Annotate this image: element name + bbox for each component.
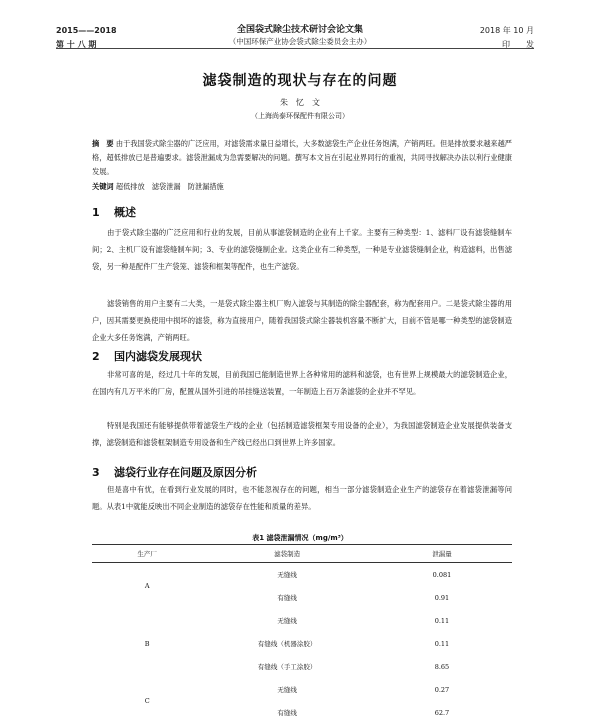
paper-affiliation: （上海尚泰环保配件有限公司） — [251, 112, 349, 120]
section-title: 概述 — [114, 206, 136, 219]
section-2-paragraph-2: 特别是我国还有能够提供带着滤袋生产线的企业（包括制造滤袋框架专用设备的企业），为我国滤袋制造企业发展提供装备支撑，滤袋制造和滤袋框架制造专用设备和生产线已经出口到世界上许多国家。 — [92, 421, 512, 447]
header-maker: 生产厂 — [92, 545, 202, 563]
section-title: 国内滤袋发展现状 — [114, 350, 202, 363]
section-heading-3 — [92, 464, 257, 480]
proceedings-organizer: （中国环保产业协会袋式除尘委员会主办） — [228, 37, 372, 46]
section-heading-1 — [92, 204, 136, 220]
leakage-table — [92, 544, 512, 724]
table-header-row — [92, 545, 512, 563]
section-1-paragraph-2: 滤袋销售的用户主要有二大类，一是袋式除尘器主机厂购入滤袋与其制造的除尘器配套，称为配套用户。二是袋式除尘器的用户，因其需要更换使用中损坏的滤袋，称为直接用户，随着我国袋式除尘器装机容量不断扩大，目前不管是哪一种类型的滤袋制造企业大多任务饱满，产销两旺。 — [92, 299, 512, 342]
table-row — [92, 563, 512, 587]
maker-cell: C — [144, 697, 150, 705]
method-cell: 无缝线 — [277, 571, 297, 579]
abstract-label: 摘 要 — [92, 139, 114, 148]
leakage-cell: 0.081 — [432, 570, 452, 579]
header-leakage: 泄漏量 — [372, 545, 512, 563]
leakage-cell: 62.7 — [434, 708, 450, 717]
section-number: 3 — [92, 466, 100, 479]
paper-title: 滤袋制造的现状与存在的问题 — [202, 73, 398, 89]
method-cell: 有缝线（机器涂胶） — [257, 640, 317, 648]
method-cell: 有缝线 — [277, 594, 297, 602]
section-number: 1 — [92, 206, 100, 219]
running-header — [0, 0, 600, 48]
header-date: 2018 年 10 月 — [479, 26, 534, 35]
section-1-paragraph-1: 由于袋式除尘器的广泛应用和行业的发展，目前从事滤袋制造的企业有上千家。主要有三种类型：1、滤料厂设有滤袋缝制车间；2、主机厂设有滤袋缝制车间；3、专业的滤袋缝制企业。这类企业有二种类型，一种是专业滤袋缝制企业，构造滤料，出售滤袋，另一种是配件厂生产袋笼、滤袋和框架等配件，也生产滤袋。 — [92, 228, 512, 271]
section-2-paragraph-1: 非常可喜的是，经过几十年的发展，目前我国已能制造世界上各种常用的滤料和滤袋，也有世界上规模最大的滤袋制造企业，在国内有几万平米的厂房，配置从国外引进的吊挂缝送装置，一年制造上百万条滤袋的企业并不罕见。 — [92, 370, 512, 396]
leakage-cell: 8.65 — [434, 662, 450, 671]
section-number: 2 — [92, 350, 100, 363]
header-rule — [56, 48, 534, 49]
method-cell: 有缝线（手工涂胶） — [257, 663, 317, 671]
paper-author: 朱 忆 文 — [280, 98, 320, 107]
method-cell: 有缝线 — [277, 709, 297, 717]
leakage-cell: 0.27 — [434, 685, 450, 694]
maker-cell: B — [144, 639, 150, 648]
leakage-cell: 0.91 — [434, 593, 450, 602]
keywords-label: 关键词 — [92, 182, 114, 191]
proceedings-title: 全国袋式除尘技术研讨会论文集 — [236, 25, 363, 35]
header-printed: 印 发 — [502, 40, 534, 49]
leakage-cell: 0.11 — [434, 639, 450, 648]
header-years: 2015——2018 — [56, 26, 117, 35]
section-3-paragraph-1: 但是喜中有忧，在看到行业发展的同时，也不能忽视存在的问题，相当一部分滤袋制造企业生产的滤袋存在着滤袋泄漏等问题。从表1中就能反映出不同企业制造的滤袋存在性能和质量的差异。 — [92, 485, 512, 511]
section-title: 滤袋行业存在问题及原因分析 — [114, 466, 257, 479]
keywords-text: 超低排放 滤袋泄漏 防泄漏措施 — [115, 182, 224, 191]
section-heading-2 — [92, 348, 202, 364]
method-cell: 无缝线 — [277, 686, 297, 694]
table-row — [92, 678, 512, 701]
table-row — [92, 609, 512, 632]
method-cell: 无缝线 — [277, 617, 297, 625]
header-method: 滤袋制造 — [202, 545, 372, 563]
abstract-text: 由于我国袋式除尘器的广泛应用，对滤袋需求量日益增长，大多数滤袋生产企业任务饱满，产销两旺。但是排放要求越来越严格，超低排放已是普遍要求。滤袋泄漏成为急需要解决的问题。撰写本文旨在引起业界同行的重视，共同寻找解决办法以利行业健康发展。 — [92, 139, 512, 176]
abstract — [92, 137, 512, 179]
maker-cell: A — [144, 582, 150, 590]
keywords — [92, 181, 512, 193]
leakage-cell: 0.11 — [434, 616, 450, 625]
table-caption: 表1 滤袋泄漏情况（mg/m³） — [252, 534, 348, 542]
header-issue: 第 十 八 期 — [56, 40, 97, 49]
